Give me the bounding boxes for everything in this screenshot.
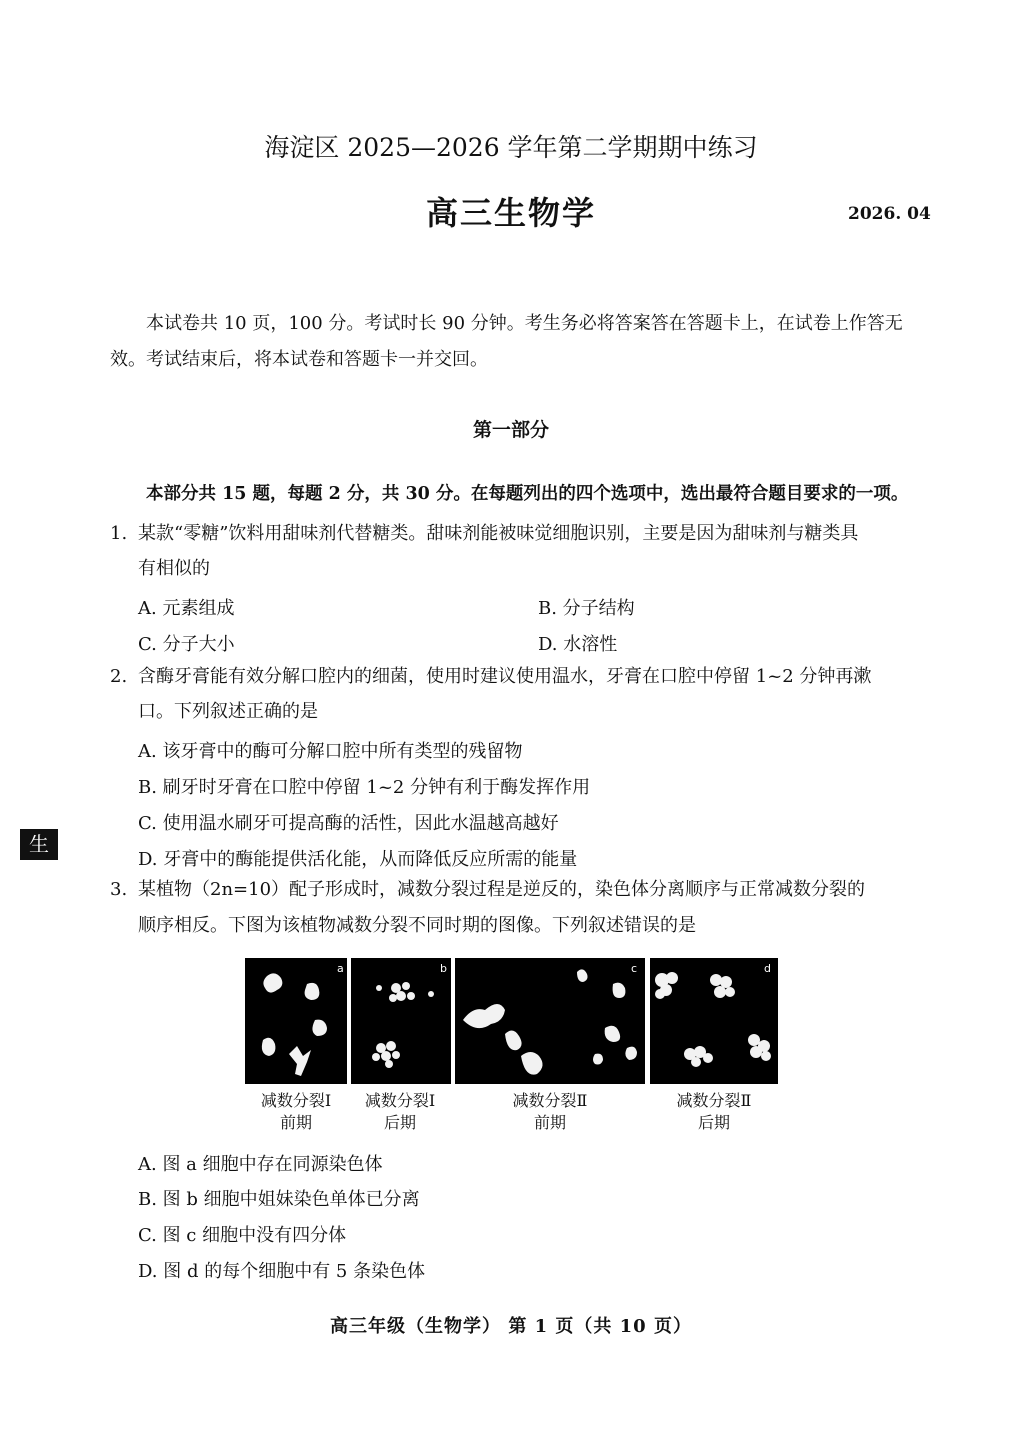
caption-a: 减数分裂Ⅰ 前期 (260, 1091, 332, 1132)
subject-side-tab: 生 (20, 829, 58, 860)
question-text: 某款“零糖”饮料用甜味剂代替糖类。甜味剂能被味觉细胞识别，主要是因为甜味剂与糖类具 (138, 523, 859, 544)
caption-c: 减数分裂Ⅱ 前期 (512, 1091, 588, 1132)
micrograph-panel-b (351, 958, 451, 1084)
option-a: A. 图 a 细胞中存在同源染色体 (138, 1154, 383, 1175)
caption-d: 减数分裂Ⅱ 后期 (676, 1091, 752, 1132)
option-d: D. 图 d 的每个细胞中有 5 条染色体 (138, 1261, 426, 1282)
option-d: D. 水溶性 (538, 634, 618, 655)
panel-label: c (631, 962, 638, 975)
panel-label: b (440, 962, 447, 975)
question-text: 含酶牙膏能有效分解口腔内的细菌，使用时建议使用温水，牙膏在口腔中停留 1~2 分钟再漱 (138, 666, 872, 687)
exam-instructions: 本试卷共 10 页，100 分。考试时长 90 分钟。考生务必将答案答在答题卡上，在试卷上作答无效。考试结束后，将本试卷和答题卡一并交回。 (110, 313, 903, 370)
micrograph-panel-c (455, 958, 645, 1084)
question-number: 2. (110, 666, 128, 687)
option-b: B. 图 b 细胞中姐妹染色单体已分离 (138, 1189, 420, 1210)
option-b: B. 刷牙时牙膏在口腔中停留 1~2 分钟有利于酶发挥作用 (138, 777, 591, 798)
question-text: 某植物（2n=10）配子形成时，减数分裂过程是逆反的，染色体分离顺序与正常减数分裂的 (138, 879, 866, 900)
panel-label: d (764, 962, 771, 975)
option-c: C. 图 c 细胞中没有四分体 (138, 1225, 347, 1246)
option-c: C. 使用温水刷牙可提高酶的活性，因此水温越高越好 (138, 813, 559, 834)
option-d: D. 牙膏中的酶能提供活化能，从而降低反应所需的能量 (138, 849, 578, 870)
part-instructions: 本部分共 15 题，每题 2 分，共 30 分。在每题列出的四个选项中，选出最符合题目要求的一项。 (146, 484, 909, 504)
option-b: B. 分子结构 (538, 598, 635, 619)
exam-date: 2026. 04 (848, 204, 931, 224)
question-text-cont: 有相似的 (138, 558, 210, 579)
micrograph-panel-a (245, 958, 347, 1084)
exam-title: 海淀区 2025—2026 学年第二学期期中练习 (264, 133, 758, 162)
part-title: 第一部分 (472, 419, 549, 441)
micrograph-c-image (455, 958, 645, 1084)
micrograph-d-image (650, 958, 778, 1084)
question-text-cont: 顺序相反。下图为该植物减数分裂不同时期的图像。下列叙述错误的是 (138, 915, 696, 936)
subject-title: 高三生物学 (425, 194, 596, 232)
option-c: C. 分子大小 (138, 634, 235, 655)
caption-b: 减数分裂Ⅰ 后期 (364, 1091, 436, 1132)
question-number: 1. (110, 523, 128, 544)
micrograph-panel-d (650, 958, 778, 1084)
option-a: A. 该牙膏中的酶可分解口腔中所有类型的残留物 (138, 741, 523, 762)
micrograph-b-image (351, 958, 451, 1084)
option-a: A. 元素组成 (138, 598, 235, 619)
question-text-cont: 口。下列叙述正确的是 (138, 701, 318, 722)
micrograph-a-image (245, 958, 347, 1084)
question-number: 3. (110, 879, 128, 900)
page-footer: 高三年级（生物学） 第 1 页（共 10 页） (330, 1316, 692, 1337)
panel-label: a (337, 962, 344, 975)
